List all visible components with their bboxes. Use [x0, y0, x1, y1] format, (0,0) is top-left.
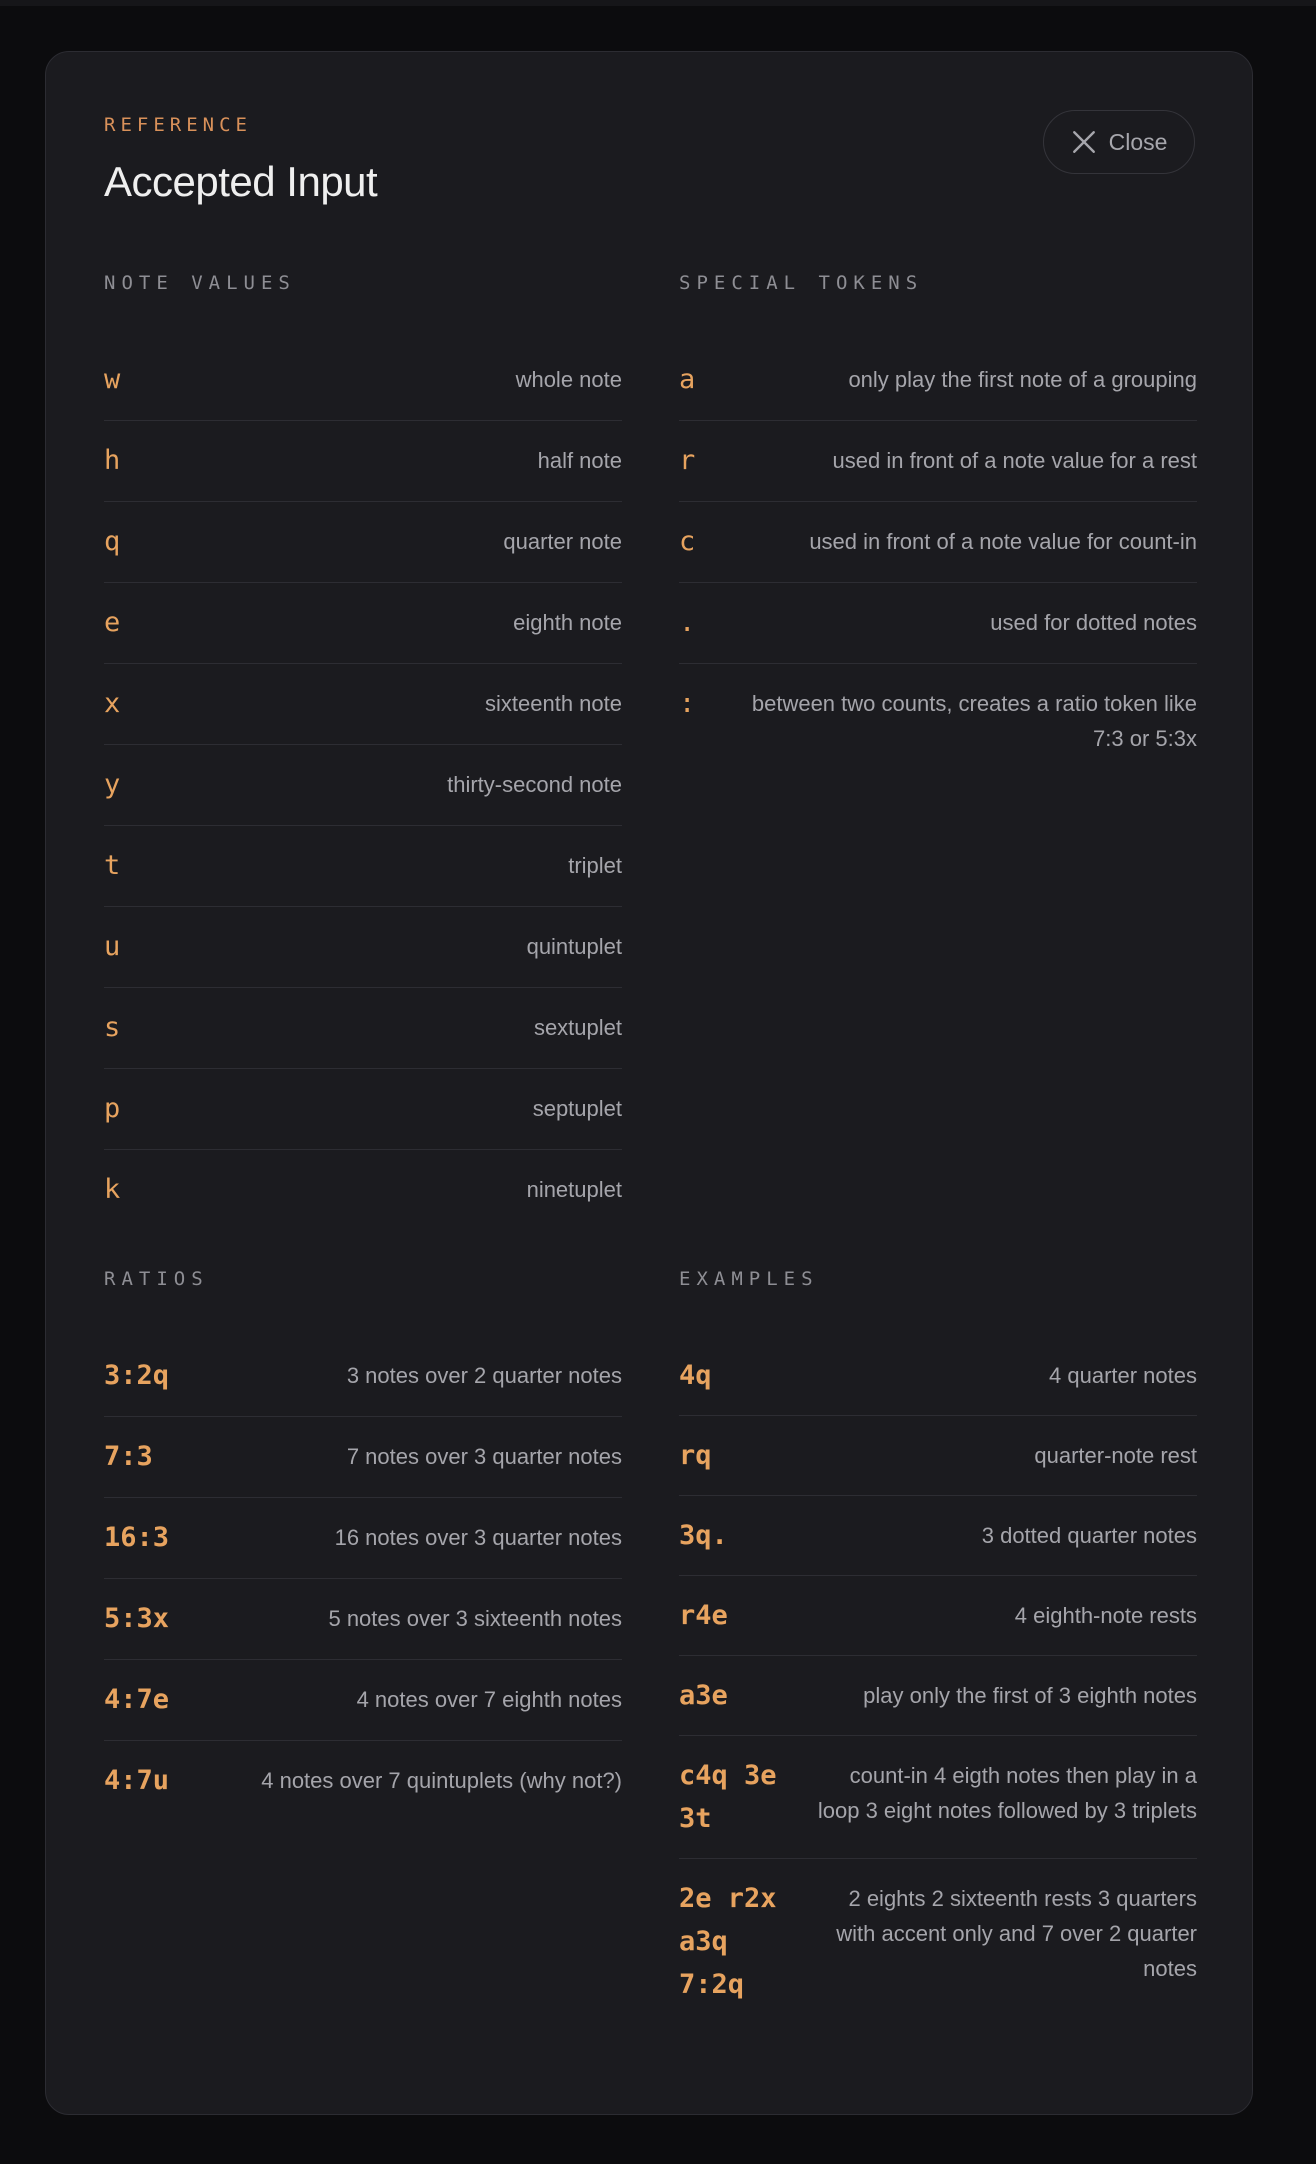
ratio-row: [104, 1417, 622, 1498]
example-row: [679, 1576, 1197, 1656]
reference-modal: [45, 51, 1253, 2115]
token-code: 3q.: [679, 1520, 728, 1551]
token-code: rq: [679, 1440, 712, 1471]
token-code: 7:3: [104, 1441, 153, 1472]
token-description: used for dotted notes: [990, 610, 1197, 635]
token-description: 5 notes over 3 sixteenth notes: [328, 1606, 622, 1631]
token-code: x: [104, 688, 121, 719]
special-token-row: [679, 340, 1197, 421]
token-code: p: [104, 1093, 121, 1124]
example-row: [679, 1336, 1197, 1416]
token-code: u: [104, 931, 121, 962]
example-row: [679, 1859, 1197, 2024]
token-code: a: [679, 364, 696, 395]
example-row: [679, 1496, 1197, 1576]
token-code: 2e r2x a3q 7:2q: [679, 1883, 777, 2000]
token-code: 4:7e: [104, 1684, 170, 1715]
token-description: count-in 4 eigth notes then play in a loop 3 eight notes followed by 3 triplets: [817, 1763, 1197, 1823]
token-description: 4 notes over 7 quintuplets (why not?): [261, 1768, 622, 1793]
note-value-row: [104, 421, 622, 502]
token-description: quarter note: [503, 529, 622, 554]
ratio-row: [104, 1579, 622, 1660]
note-value-row: [104, 340, 622, 421]
top-bar: [0, 0, 1316, 6]
token-description: half note: [537, 448, 622, 473]
token-code: s: [104, 1012, 121, 1043]
token-description: 3 notes over 2 quarter notes: [346, 1363, 622, 1388]
token-code: c4q 3e 3t: [679, 1760, 777, 1834]
token-description: 4 notes over 7 eighth notes: [356, 1687, 622, 1712]
token-code: 3:2q: [104, 1360, 170, 1391]
token-description: 4 eighth-note rests: [1014, 1603, 1197, 1628]
example-row: [679, 1736, 1197, 1859]
example-row: [679, 1416, 1197, 1496]
note-values-heading: NOTE VALUES: [104, 272, 296, 294]
token-description: eighth note: [513, 610, 622, 635]
note-value-row: [104, 502, 622, 583]
token-code: e: [104, 607, 121, 638]
ratios-section: [104, 1268, 622, 1821]
ratio-row: [104, 1660, 622, 1741]
token-description: 3 dotted quarter notes: [981, 1523, 1197, 1548]
note-values-list: [104, 340, 622, 1230]
token-description: whole note: [515, 367, 622, 392]
special-tokens-list: [679, 340, 1197, 774]
token-description: 16 notes over 3 quarter notes: [334, 1525, 622, 1550]
examples-section: [679, 1268, 1197, 2024]
token-code: 4:7u: [104, 1765, 170, 1796]
token-code: :: [679, 688, 696, 719]
token-code: q: [104, 526, 121, 557]
token-code: 4q: [679, 1360, 712, 1391]
token-description: 7 notes over 3 quarter notes: [346, 1444, 622, 1469]
token-description: used in front of a note value for a rest: [832, 448, 1197, 473]
token-code: k: [104, 1174, 121, 1205]
note-value-row: [104, 583, 622, 664]
note-value-row: [104, 907, 622, 988]
example-row: [679, 1656, 1197, 1736]
token-code: y: [104, 769, 121, 800]
ratio-row: [104, 1741, 622, 1821]
token-description: quarter-note rest: [1034, 1443, 1197, 1468]
token-code: .: [679, 607, 696, 638]
special-tokens-section: [679, 272, 1197, 774]
modal-eyebrow: REFERENCE: [104, 114, 252, 136]
special-token-row: [679, 502, 1197, 583]
token-code: r4e: [679, 1600, 728, 1631]
token-code: t: [104, 850, 121, 881]
examples-heading: EXAMPLES: [679, 1268, 819, 1290]
note-value-row: [104, 664, 622, 745]
ratio-row: [104, 1498, 622, 1579]
token-code: w: [104, 364, 121, 395]
token-description: sixteenth note: [485, 691, 622, 716]
token-description: triplet: [568, 853, 622, 878]
note-value-row: [104, 988, 622, 1069]
special-token-row: [679, 664, 1197, 774]
token-description: play only the first of 3 eighth notes: [863, 1683, 1197, 1708]
modal-title: Accepted Input: [104, 158, 378, 205]
close-x-icon: [1071, 129, 1097, 155]
token-description: 2 eights 2 sixteenth rests 3 quarters with accent only and 7 over 2 quarter notes: [836, 1886, 1197, 1981]
note-value-row: [104, 745, 622, 826]
note-value-row: [104, 826, 622, 907]
token-description: quintuplet: [526, 934, 622, 959]
note-values-section: [104, 272, 622, 1230]
special-token-row: [679, 421, 1197, 502]
close-button-label: Close: [1108, 128, 1168, 155]
special-token-row: [679, 583, 1197, 664]
token-code: h: [104, 445, 121, 476]
token-description: sextuplet: [533, 1015, 622, 1040]
token-code: a3e: [679, 1680, 728, 1711]
token-code: c: [679, 526, 696, 557]
token-code: 5:3x: [104, 1603, 170, 1634]
token-description: ninetuplet: [526, 1177, 622, 1202]
token-description: 4 quarter notes: [1049, 1363, 1197, 1388]
token-description: only play the first note of a grouping: [848, 367, 1197, 392]
token-description: between two counts, creates a ratio token like 7:3 or 5:3x: [751, 691, 1197, 751]
note-value-row: [104, 1150, 622, 1230]
note-value-row: [104, 1069, 622, 1150]
ratios-heading: RATIOS: [104, 1268, 209, 1290]
token-code: 16:3: [104, 1522, 170, 1553]
token-description: used in front of a note value for count-in: [809, 529, 1197, 554]
token-description: thirty-second note: [447, 772, 622, 797]
token-code: r: [679, 445, 696, 476]
examples-list: [679, 1336, 1197, 2024]
close-button[interactable]: [1043, 110, 1195, 174]
token-description: septuplet: [532, 1096, 622, 1121]
special-tokens-heading: SPECIAL TOKENS: [679, 272, 924, 294]
ratio-row: [104, 1336, 622, 1417]
ratios-list: [104, 1336, 622, 1821]
